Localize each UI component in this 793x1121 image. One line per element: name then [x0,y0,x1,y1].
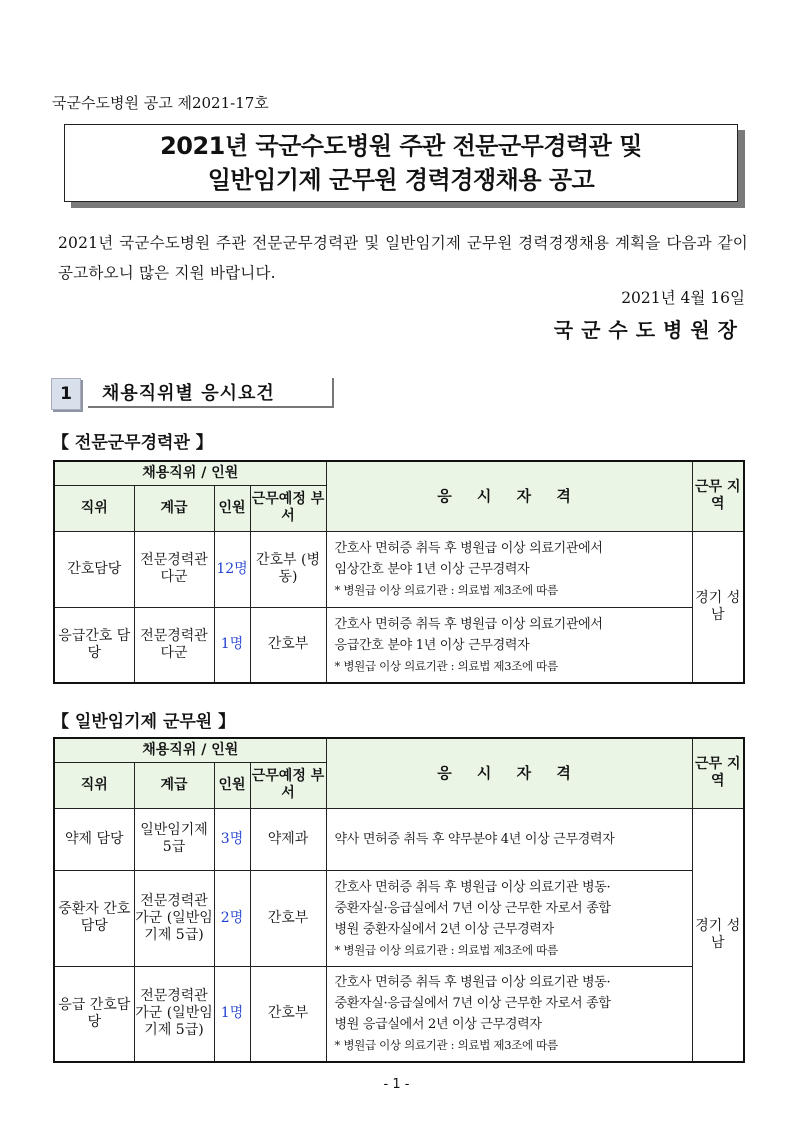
cell-position: 중환자 간호담당 [54,870,134,966]
header-dept: 근무예정 부서 [250,485,326,531]
qualification-line: 간호사 면허증 취득 후 병원급 이상 의료기관 병동· [334,975,611,991]
qualification-line: 간호사 면허증 취득 후 병원급 이상 의료기관 병동· [334,879,611,895]
cell-qualification [326,808,692,870]
cell-count: 12명 [214,531,250,607]
section-number: 1 [51,378,81,410]
qualification-line: 병원 중환자실에서 2년 이상 근무경력자 [334,921,554,937]
cell-position: 약제 담당 [54,808,134,870]
header-position: 직위 [54,485,134,531]
cell-qualification [326,531,692,607]
cell-qualification [326,870,692,966]
cell-position: 응급간호 담당 [54,607,134,683]
header-count: 인원 [214,762,250,808]
table2-label: 【 일반임기제 군무원 】 [52,712,236,732]
header-dept: 근무예정 부서 [250,762,326,808]
qualification-line: 병원 응급실에서 2년 이상 근무경력자 [334,1017,542,1033]
cell-grade: 전문경력관 가군 (일반임기제 5급) [134,966,214,1062]
issuer: 국군수도병원장 [553,318,745,342]
cell-count: 1명 [214,607,250,683]
qualification-note: * 병원급 이상 의료기관 : 의료법 제3조에 따름 [334,583,558,597]
table-row [54,531,744,607]
header-grade: 계급 [134,485,214,531]
header-region: 근무 지역 [692,738,744,808]
qualification-line: 중환자실·응급실에서 7년 이상 근무한 자로서 종합 [334,996,611,1012]
cell-region: 경기 성남 [692,531,744,683]
cell-dept: 약제과 [250,808,326,870]
table-row [54,607,744,683]
header-count: 인원 [214,485,250,531]
page-number: - 1 - [383,1077,410,1092]
cell-dept: 간호부 (병동) [250,531,326,607]
cell-count: 2명 [214,870,250,966]
header-qualification: 응 시 자 격 [326,738,692,808]
qualification-note: * 병원급 이상 의료기관 : 의료법 제3조에 따름 [334,1038,558,1053]
cell-dept: 간호부 [250,966,326,1062]
qualification-note: * 병원급 이상 의료기관 : 의료법 제3조에 따름 [334,942,558,957]
intro-paragraph: 2021년 국군수도병원 주관 전문군무경력관 및 일반임기제 군무원 경력경쟁채용 계획을 다음과 같이 공고하오니 많은 지원 바랍니다. [58,234,748,282]
qualification-line: 응급간호 분야 1년 이상 근무경력자 [334,637,530,653]
cell-qualification [326,966,692,1062]
announcement-date: 2021년 4월 16일 [621,289,745,307]
header-qualification: 응 시 자 격 [326,461,692,531]
table-row [54,870,744,966]
fixed-term-table [53,737,745,1063]
qualification-line: 간호사 면허증 취득 후 병원급 이상 의료기관에서 [334,541,603,556]
cell-dept: 간호부 [250,870,326,966]
title-box [64,124,738,202]
title-line-1: 2021년 국군수도병원 주관 전문군무경력관 및 [160,132,642,160]
notice-number: 국군수도병원 공고 제2021-17호 [52,94,269,112]
cell-position: 응급 간호담당 [54,966,134,1062]
section-title: 채용직위별 응시요건 [88,378,334,408]
cell-count: 3명 [214,808,250,870]
cell-grade: 전문경력관 다군 [134,607,214,683]
header-position-group: 채용직위 / 인원 [54,461,326,485]
qualification-line: 임상간호 분야 1년 이상 근무경력자 [334,562,530,577]
cell-grade: 전문경력관 가군 (일반임기제 5급) [134,870,214,966]
qualification-line: 중환자실·응급실에서 7년 이상 근무한 자로서 종합 [334,900,611,916]
header-position-group: 채용직위 / 인원 [54,738,326,762]
cell-grade: 전문경력관 다군 [134,531,214,607]
table-row [54,966,744,1062]
cell-grade: 일반임기제 5급 [134,808,214,870]
cell-count: 1명 [214,966,250,1062]
qualification-line: 약사 면허증 취득 후 약무분야 4년 이상 근무경력자 [334,832,615,847]
cell-dept: 간호부 [250,607,326,683]
qualification-line: 간호사 면허증 취득 후 병원급 이상 의료기관에서 [334,616,603,632]
cell-qualification [326,607,692,683]
title-line-2: 일반임기제 군무원 경력경쟁채용 공고 [207,166,595,194]
header-position: 직위 [54,762,134,808]
header-grade: 계급 [134,762,214,808]
table-row [54,808,744,870]
qualification-note: * 병원급 이상 의료기관 : 의료법 제3조에 따름 [334,658,558,673]
table1-label: 【 전문군무경력관 】 [52,433,213,453]
cell-region: 경기 성남 [692,808,744,1062]
header-region: 근무 지역 [692,461,744,531]
cell-position: 간호담당 [54,531,134,607]
professional-table [53,460,745,684]
